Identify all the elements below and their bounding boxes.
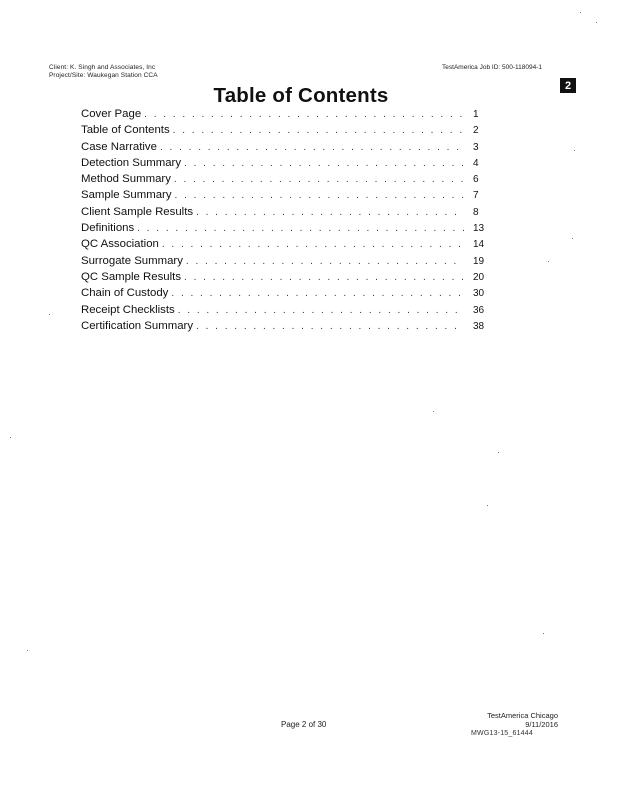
toc-entry[interactable] [81,238,499,254]
footer-lab-info [470,712,558,729]
toc-page: 7 [473,190,479,202]
toc-page: 1 [473,109,479,120]
toc-leader [186,256,464,267]
scan-speck [433,411,434,412]
toc-page: 19 [473,255,485,267]
toc-page: 38 [473,320,485,332]
toc-entry[interactable] [81,222,499,238]
toc-page: 4 [473,157,479,169]
toc-page: 20 [473,271,485,283]
toc-entry[interactable] [81,189,499,205]
page-title: Table of Contents [213,84,389,107]
footer-page-count: Page 2 of 30 [281,720,327,729]
toc-entry[interactable] [81,287,499,303]
scan-speck [574,150,575,151]
toc-label: Method Summary [81,173,171,186]
footer-document-code: MWG13-15_61444 [471,730,533,737]
scan-speck [498,452,499,453]
toc-entry[interactable] [81,255,499,271]
toc-leader [171,288,464,299]
scan-speck [49,314,50,315]
toc-label: Certification Summary [81,319,194,332]
toc-page: 14 [473,239,485,251]
header-client: Client: K. Singh and Associates, Inc [49,64,156,71]
toc-label: Receipt Checklists [81,303,175,316]
header-job-id: TestAmerica Job ID: 500-118094-1 [442,64,542,71]
footer-date: 9/11/2016 [525,719,558,729]
toc-leader [184,272,464,283]
toc-entry[interactable] [81,124,499,140]
toc-label: Sample Summary [81,189,172,202]
toc-entry[interactable] [81,157,499,173]
toc-leader [184,158,464,169]
toc-page: 36 [473,304,485,316]
scan-speck [543,633,544,634]
toc-leader [160,142,464,153]
toc-label: Table of Contents [81,124,170,137]
toc-label: QC Association [81,238,159,251]
toc-label: Cover Page [81,108,142,120]
scan-speck [27,650,28,651]
toc-label: Case Narrative [81,140,157,153]
toc-label: Chain of Custody [81,287,169,300]
scan-speck [572,238,573,239]
toc-entry[interactable] [81,271,499,287]
toc-leader [196,207,464,218]
toc-label: QC Sample Results [81,270,182,283]
toc-leader [144,109,464,120]
toc-page: 2 [473,125,479,137]
toc-page: 6 [473,174,479,186]
header-project: Project/Site: Waukegan Station CCA [49,72,158,79]
toc-page: 30 [473,288,485,300]
scan-speck [596,22,597,23]
toc-leader [196,321,464,332]
page-number-badge: 2 [560,78,576,93]
scan-speck [548,261,549,262]
toc-leader [162,239,464,250]
toc-leader [175,190,464,201]
toc-label: Surrogate Summary [81,254,183,267]
toc-leader [137,223,464,234]
scan-speck [487,505,488,506]
toc-leader [178,305,464,316]
scan-speck [10,437,11,438]
toc-label: Detection Summary [81,156,182,169]
table-of-contents [81,108,499,336]
toc-entry[interactable] [81,304,499,320]
toc-entry[interactable] [81,320,499,336]
toc-entry[interactable] [81,108,499,124]
toc-entry[interactable] [81,173,499,189]
footer-lab-name: TestAmerica Chicago [487,711,558,720]
toc-page: 8 [473,206,479,218]
scan-speck [580,12,581,13]
toc-label: Client Sample Results [81,205,194,218]
toc-page: 3 [473,141,479,153]
toc-page: 13 [473,223,485,235]
toc-leader [174,174,464,185]
toc-entry[interactable] [81,141,499,157]
toc-entry[interactable] [81,206,499,222]
header-client-info [49,64,158,80]
toc-label: Definitions [81,222,135,235]
toc-leader [173,125,464,136]
